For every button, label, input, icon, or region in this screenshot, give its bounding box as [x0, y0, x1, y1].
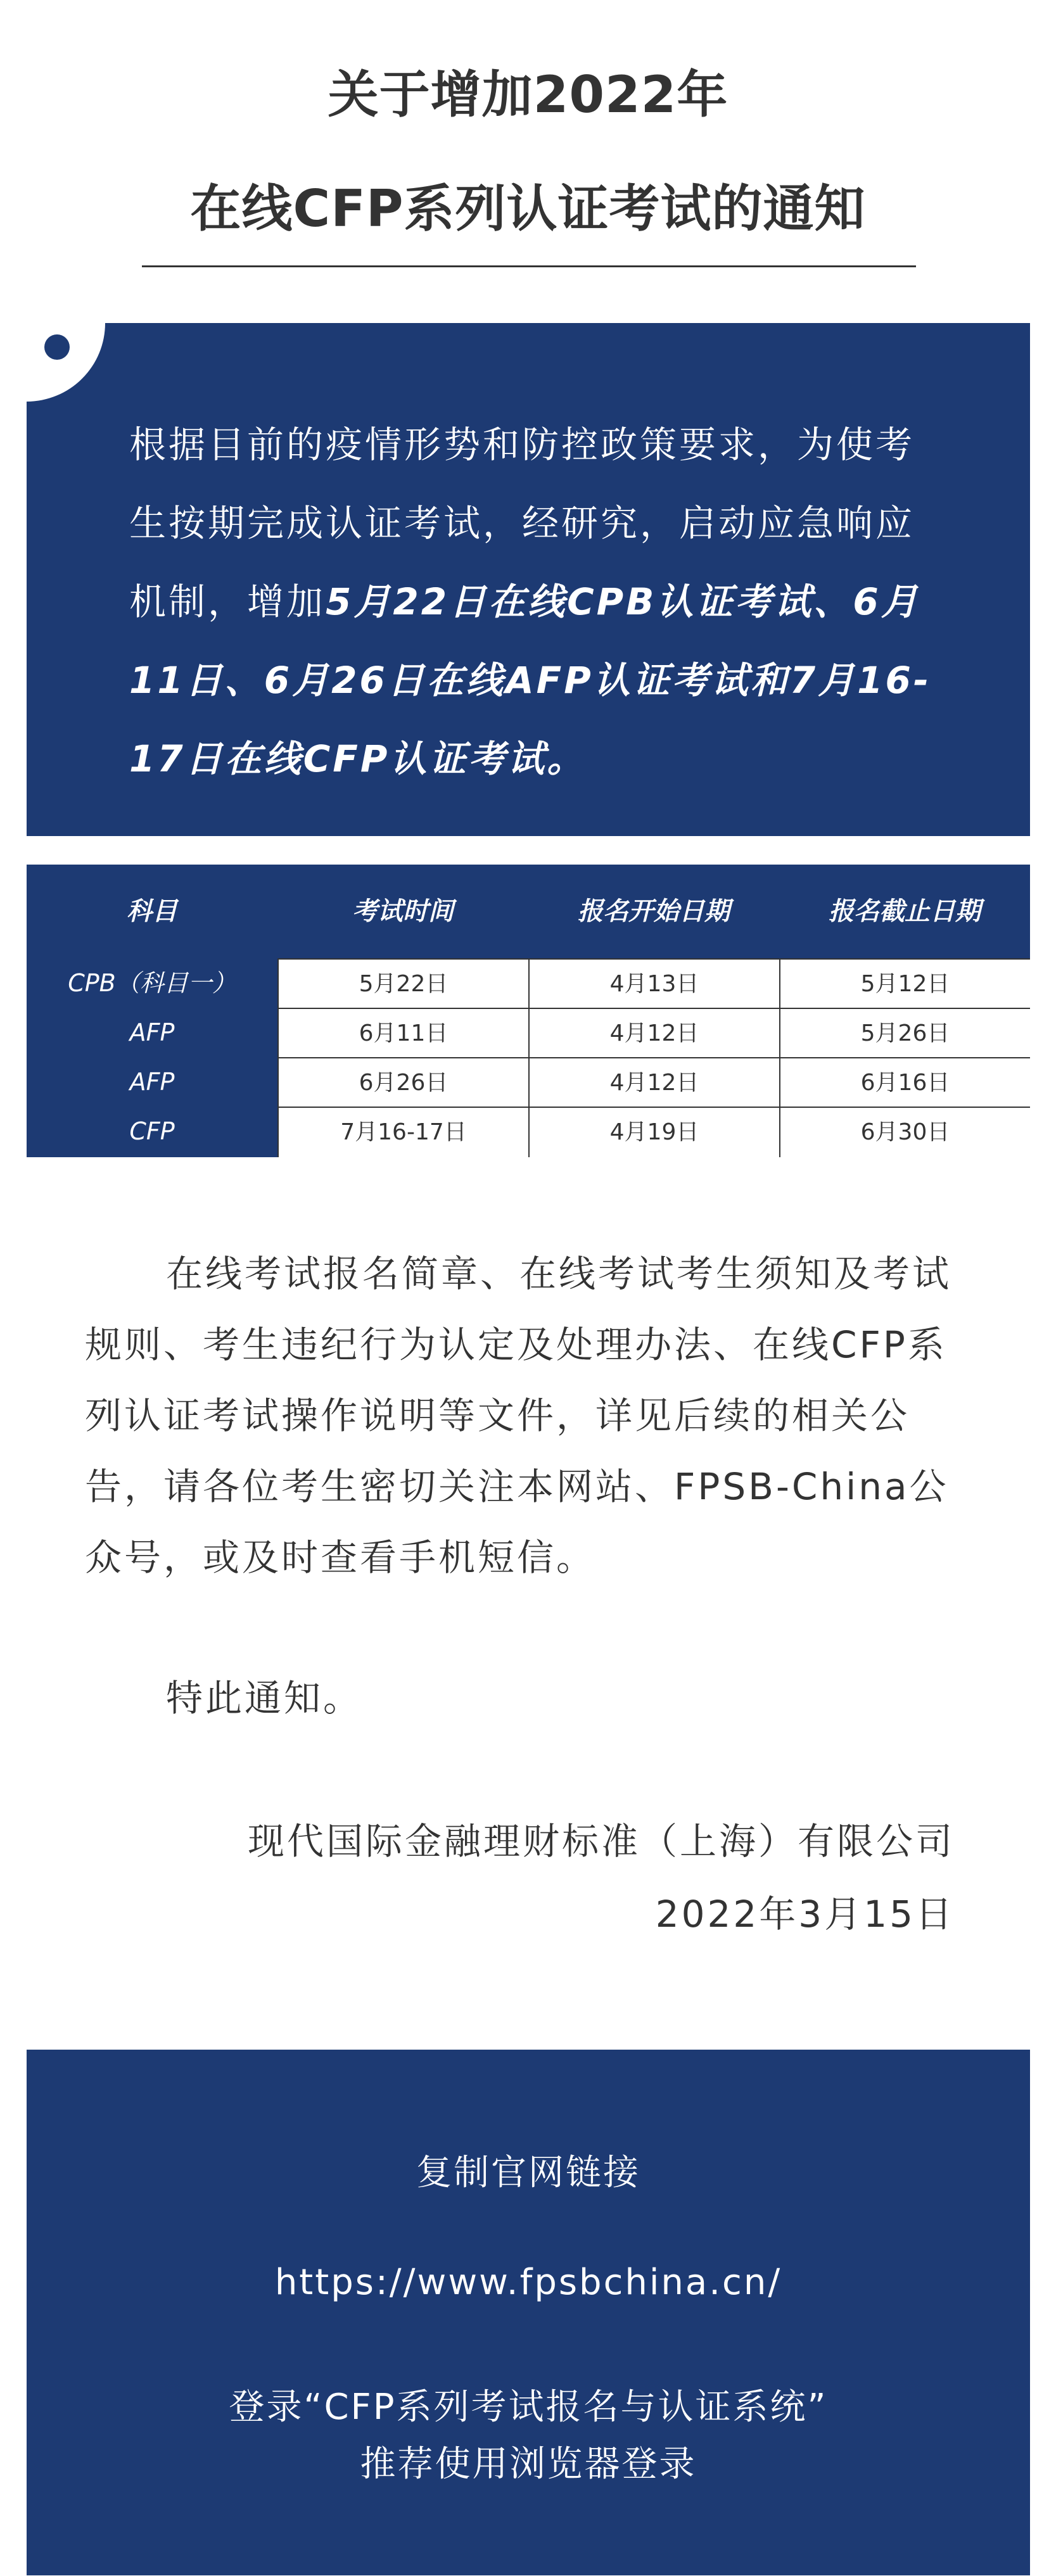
issue-date: 2022年3月15日 — [655, 1893, 955, 1936]
table-row-label: CFP — [129, 1117, 175, 1145]
table-header-exam-date: 考试时间 — [352, 897, 454, 926]
table-cell: 4月12日 — [528, 1008, 779, 1057]
notice-box — [27, 323, 1030, 836]
corner-dot-icon — [44, 334, 70, 360]
table-cell: 4月13日 — [528, 958, 779, 1008]
table-cell: 5月26日 — [779, 1008, 1030, 1057]
corner-decoration — [27, 323, 105, 402]
page-title-line-2: 在线CFP系列认证考试的通知 — [190, 179, 866, 238]
body-paragraph-text: 在线考试报名简章、在线考试考生须知及考试规则、考生违纪行为认定及处理办法、在线CFP系列认证考试操作说明等文件，详见后续的相关公告，请各位考生密切关注本网站、FPSB-China公众号，或及时查看手机短信。 — [85, 1252, 952, 1579]
table-cell: 5月22日 — [277, 958, 528, 1008]
table-cell: 6月30日 — [779, 1107, 1030, 1157]
table-row-label: AFP — [129, 1068, 175, 1096]
signature-block — [248, 1805, 955, 1951]
table-cells — [277, 958, 1030, 1157]
notice-text-emphasis: 5月22日在线CPB认证考试、6月11日、6月26日在线AFP认证考试和7月16-17日在线CFP认证考试。 — [129, 580, 931, 780]
copy-link-label: 复制官网链接 — [416, 2152, 640, 2193]
table-header-reg-start: 报名开始日期 — [578, 897, 730, 926]
table-cell: 4月19日 — [528, 1107, 779, 1157]
table-cell: 6月16日 — [779, 1057, 1030, 1107]
table-row-label: AFP — [129, 1018, 175, 1046]
closing-text: 特此通知。 — [166, 1677, 363, 1720]
table-header-reg-end: 报名截止日期 — [829, 897, 981, 926]
table-cell: 6月11日 — [277, 1008, 528, 1057]
table-cell: 5月12日 — [779, 958, 1030, 1008]
website-link[interactable]: https://www.fpsbchina.cn/ — [274, 2262, 782, 2303]
table-cell: 7月16-17日 — [277, 1107, 528, 1157]
title-divider — [142, 265, 916, 267]
table-header-subject: 科目 — [127, 897, 177, 926]
issuer-name: 现代国际金融理财标准（上海）有限公司 — [247, 1820, 955, 1863]
notice-text — [129, 405, 953, 798]
footer-box — [27, 2050, 1030, 2575]
table-row-label: CPB（科目一） — [68, 969, 236, 997]
schedule-table — [27, 865, 1030, 1157]
table-cell: 4月12日 — [528, 1057, 779, 1107]
notice-text-plain: 根据目前的疫情形势和防控政策要求，为使考生按期完成认证考试，经研究，启动应急响应机制，增加 — [129, 423, 915, 623]
browser-hint-text: 推荐使用浏览器登录 — [360, 2444, 697, 2485]
login-system-text: 登录“CFP系列考试报名与认证系统” — [229, 2387, 828, 2428]
body-paragraph — [85, 1238, 972, 1593]
table-cell: 6月26日 — [277, 1057, 528, 1107]
page-title-line-1: 关于增加2022年 — [328, 65, 728, 124]
